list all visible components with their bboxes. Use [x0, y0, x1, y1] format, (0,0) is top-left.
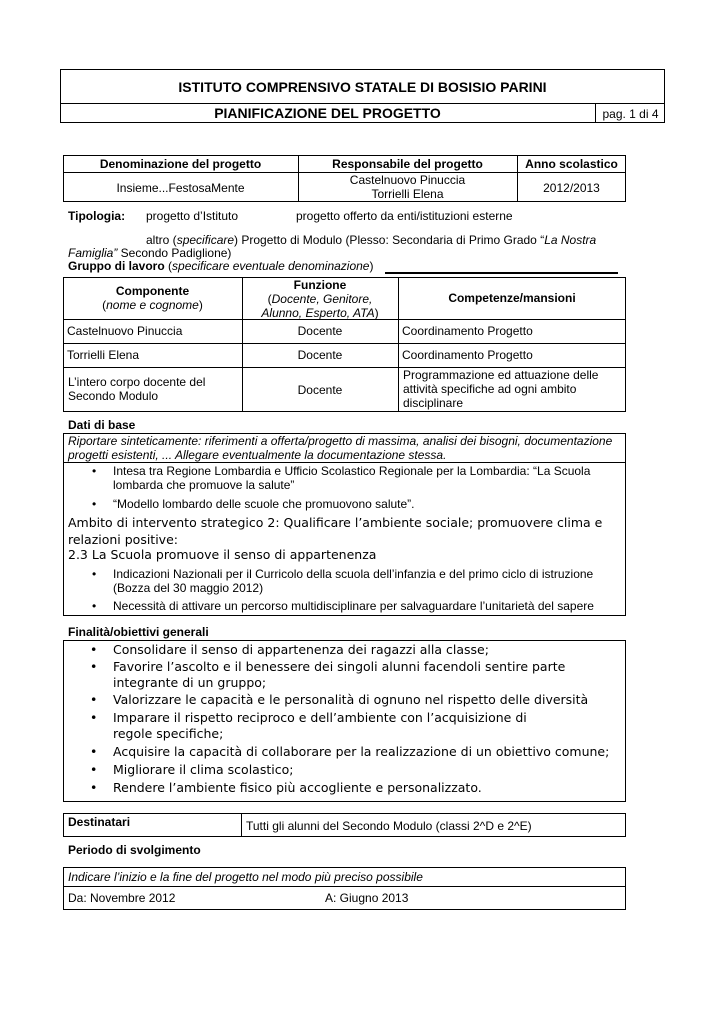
- school-name: ISTITUTO COMPRENSIVO STATALE DI BOSISIO PARINI: [178, 79, 547, 95]
- gruppo-lavoro: [68, 259, 373, 273]
- gruppo-underline: [385, 272, 618, 274]
- tipologia-esterni: progetto offerto da enti/istituzioni esterne: [296, 209, 513, 223]
- tipologia-altro-d: La Nostra: [544, 233, 597, 247]
- destinatari-value: Tutti gli alunni del Secondo Modulo (classi 2^D e 2^E): [246, 819, 532, 833]
- finalita-item-text: Favorire l’ascolto e il benessere dei singoli alunni facendoli sentire parte integrante di un gruppo;: [113, 659, 566, 690]
- responsible-2: Torrielli Elena: [371, 187, 444, 201]
- tipologia-altro-line1: [146, 233, 646, 247]
- responsible-1: Castelnuovo Pinuccia: [349, 173, 466, 187]
- bullet-icon: •: [90, 744, 98, 759]
- dati-subtitle: 2.3 La Scuola promuove il senso di appartenenza: [68, 547, 377, 562]
- finalita-item: [63, 642, 626, 658]
- tipologia-altro-e: Famiglia”: [68, 246, 118, 260]
- team-header-componente: Componente: [115, 284, 190, 298]
- bullet-icon: •: [90, 762, 98, 777]
- dati-divider: [63, 462, 626, 463]
- tipologia-label: Tipologia:: [68, 209, 126, 223]
- finalita-list: [63, 642, 626, 796]
- bullet-icon: •: [90, 692, 98, 707]
- bullet-icon: •: [90, 710, 98, 725]
- project-name: Insieme...FestosaMente: [116, 180, 245, 195]
- team-header-funzione-sub1-text: Docente, Genitore,: [271, 292, 373, 306]
- bullet-icon: •: [90, 780, 98, 795]
- team-row-3-task: Programmazione ed attuazione delle attività specifiche ad ogni ambito disciplinare: [403, 368, 599, 410]
- finalita-item-text: Valorizzare le capacità e le personalità di ognuno nel rispetto delle diversità: [113, 692, 589, 707]
- document-title: PIANIFICAZIONE DEL PROGETTO: [214, 105, 441, 121]
- periodo-title: Periodo di svolgimento: [68, 843, 201, 857]
- bullet-icon: •: [90, 659, 98, 674]
- tipologia-altro-b: specificare: [176, 233, 235, 247]
- finalita-title: Finalità/obiettivi generali: [68, 625, 209, 639]
- finalita-item-text: Consolidare il senso di appartenenza dei ragazzi alla classe;: [113, 642, 489, 657]
- team-header-componente-sub-text: nome e cognome: [106, 298, 199, 312]
- header-responsabile: Responsabile del progetto: [332, 157, 483, 171]
- finalita-item: [63, 780, 626, 796]
- team-header-funzione-sub2-text: Alunno, Esperto, ATA: [261, 306, 375, 320]
- dati-bullet-1: Intesa tra Regione Lombardia e Ufficio Scolastico Regionale per la Lombardia: “La Scuola lombarda che promuove la salute”: [113, 464, 591, 492]
- finalita-item: [63, 710, 626, 742]
- gruppo-note-c: ): [369, 259, 374, 273]
- tipologia-altro-line2: [68, 246, 231, 260]
- periodo-instructions: Indicare l’inizio e la fine del progetto nel modo più preciso possibile: [68, 870, 423, 884]
- tipologia-altro-f: Secondo Padiglione): [117, 246, 232, 260]
- header-anno: Anno scolastico: [525, 157, 618, 171]
- finalita-item-text: Rendere l’ambiente fisico più accogliente e personalizzato.: [113, 780, 482, 795]
- bullet-icon: •: [92, 464, 97, 478]
- tipologia-altro-c: ) Progetto di Modulo (Plesso: Secondaria di Primo Grado “: [234, 233, 545, 247]
- header-denominazione: Denominazione del progetto: [99, 157, 262, 171]
- dati-bullet-3: Indicazioni Nazionali per il Curricolo della scuola dell’infanzia e del primo ciclo di istruzione (Bozza del 30 maggio 2012): [113, 567, 594, 595]
- team-row-1-role: Docente: [297, 324, 343, 338]
- finalita-item: [63, 692, 626, 708]
- dati-ambito: Ambito di intervento strategico 2: Qualificare l’ambiente sociale; promuovere clima e relazioni positive:: [68, 515, 603, 547]
- finalita-item-text: Acquisire la capacità di collaborare per la realizzazione di un obiettivo comune;: [113, 744, 610, 759]
- team-header-funzione-sub1: (Docente, Genitore,: [267, 292, 373, 306]
- finalita-item: [63, 744, 626, 760]
- team-header-funzione-sub2: Alunno, Esperto, ATA): [261, 306, 379, 320]
- team-row-1-task: Coordinamento Progetto: [402, 324, 533, 338]
- finalita-item: [63, 762, 626, 778]
- bullet-icon: •: [92, 567, 97, 581]
- finalita-item-text: Migliorare il clima scolastico;: [113, 762, 294, 777]
- team-row-2-name: Torrielli Elena: [67, 348, 140, 362]
- periodo-divider: [63, 886, 626, 887]
- dati-title: Dati di base: [68, 418, 136, 432]
- finalita-item-text: Imparare il rispetto reciproco e dell’ambiente con l’acquisizione di regole specifiche;: [113, 710, 527, 741]
- page-number: pag. 1 di 4: [602, 107, 659, 121]
- school-year: 2012/2013: [543, 180, 600, 195]
- header-divider: [60, 103, 665, 104]
- tipologia-altro-a: altro (: [146, 233, 177, 247]
- team-row-3-name: L’intero corpo docente del Secondo Modulo: [68, 375, 206, 403]
- team-row-2-role: Docente: [297, 348, 343, 362]
- periodo-da: Da: Novembre 2012: [68, 891, 176, 905]
- gruppo-label: Gruppo di lavoro: [68, 259, 165, 273]
- team-header-componente-sub: (nome e cognome): [102, 298, 203, 312]
- team-row-1-name: Castelnuovo Pinuccia: [67, 324, 183, 338]
- periodo-a: A: Giugno 2013: [325, 891, 409, 905]
- destinatari-divider: [241, 813, 242, 837]
- gruppo-note-b: specificare eventuale denominazione: [172, 259, 370, 273]
- bullet-icon: •: [92, 497, 97, 511]
- team-header-funzione: Funzione: [293, 278, 347, 292]
- finalita-item: [63, 659, 626, 691]
- team-row-2-task: Coordinamento Progetto: [402, 348, 533, 362]
- bullet-icon: •: [90, 642, 98, 657]
- gruppo-note-a: (: [164, 259, 173, 273]
- dati-bullet-2: “Modello lombardo delle scuole che promuovono salute”.: [113, 497, 415, 511]
- destinatari-label: Destinatari: [68, 815, 131, 829]
- tipologia-istituto: progetto d’Istituto: [146, 209, 239, 223]
- team-header-competenze: Competenze/mansioni: [448, 291, 576, 305]
- team-row-3-role: Docente: [297, 382, 343, 397]
- dati-instructions: Riportare sinteticamente: riferimenti a offerta/progetto di massima, analisi dei bisogni, documentazione progetti esistenti, ... Allegare eventualmente la documentazione stessa.: [68, 434, 613, 462]
- dati-bullet-4: Necessità di attivare un percorso multidisciplinare per salvaguardare l’unitarietà del sapere: [113, 599, 594, 613]
- bullet-icon: •: [92, 599, 97, 613]
